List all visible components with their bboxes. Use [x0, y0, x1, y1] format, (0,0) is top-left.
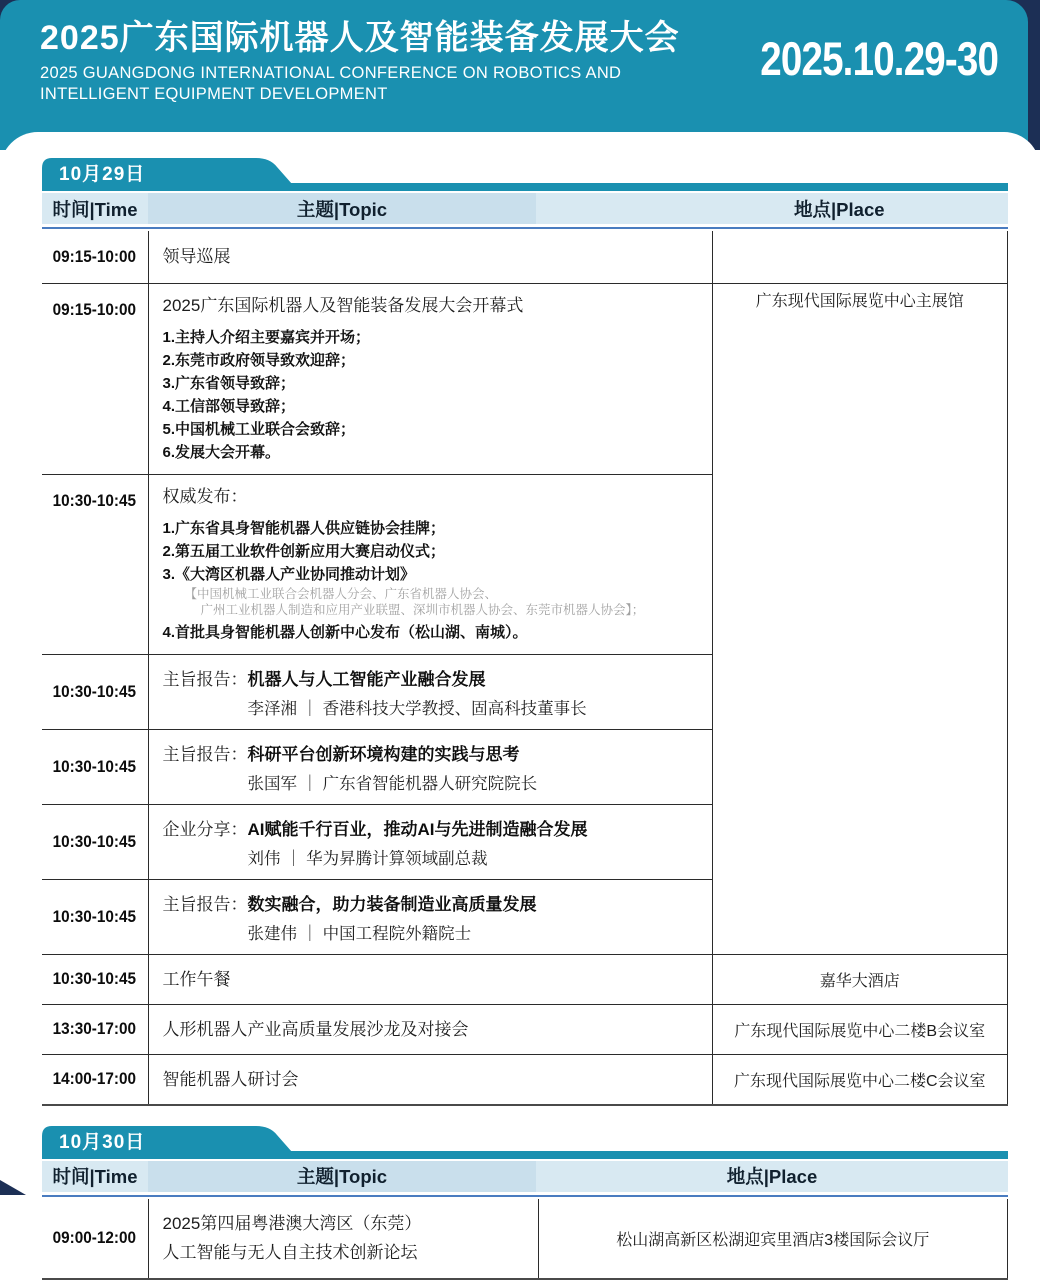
- topic-line: 工作午餐: [162, 969, 231, 989]
- topic-line: 人工智能与无人自主技术创新论坛: [162, 1243, 418, 1262]
- time-value: 10:30-10:45: [53, 969, 137, 988]
- time-value: 14:00-17:00: [53, 1069, 137, 1088]
- report-type-label: 企业分享：: [162, 819, 248, 839]
- table-row: [42, 1004, 1008, 1054]
- section-oct-29: [42, 158, 1008, 1106]
- section-tab-oct29: [42, 158, 312, 184]
- topic-line: 2025第四届粤港澳大湾区（东莞）: [162, 1214, 422, 1233]
- topic-line: 2025广东国际机器人及智能装备发展大会开幕式: [162, 295, 524, 315]
- report-type-label: 主旨报告：: [162, 744, 248, 764]
- time-cell: [42, 804, 148, 879]
- report-type-label: 主旨报告：: [162, 894, 248, 914]
- report-title: 科研平台创新环境构建的实践与思考: [247, 744, 520, 764]
- time-cell: [42, 231, 148, 283]
- topic-cell: [148, 231, 712, 283]
- place-cell: [712, 231, 1008, 283]
- place-cell: 广东现代国际展览中心二楼C会议室: [712, 1054, 1008, 1105]
- topic-report: [163, 815, 702, 869]
- place-cell: 嘉华大酒店: [712, 954, 1008, 1004]
- col-header-time: 时间|Time: [42, 193, 148, 224]
- topic-line: 1.广东省具身智能机器人供应链协会挂牌；: [162, 519, 446, 537]
- topic-report: [163, 890, 702, 944]
- topic-cell: [148, 283, 712, 474]
- place-cell: 广东现代国际展览中心二楼B会议室: [712, 1004, 1008, 1054]
- conference-subtitle: [40, 63, 708, 105]
- place-cell: 广东现代国际展览中心主展馆: [712, 283, 1008, 954]
- time-value: 10:30-10:45: [53, 490, 137, 510]
- time-cell: [42, 729, 148, 804]
- topic-line: 领导巡展: [162, 247, 231, 267]
- col-header-topic: 主题|Topic: [148, 1161, 536, 1192]
- table-row: [42, 1054, 1008, 1105]
- topic-line: 3.《大湾区机器人产业协同推动计划》: [162, 565, 416, 583]
- tab-label: 10月30日: [59, 1131, 146, 1153]
- time-value: 09:15-10:00: [53, 299, 137, 319]
- conference-title: 2025广东国际机器人及智能装备发展大会: [40, 19, 680, 57]
- topic-line: 2.第五届工业软件创新应用大赛启动仪式；: [162, 542, 446, 560]
- time-cell: [42, 1199, 148, 1279]
- col-header-time: 时间|Time: [42, 1161, 148, 1192]
- content-card: [0, 132, 1040, 1280]
- header-background: [0, 0, 1028, 150]
- time-cell: [42, 654, 148, 729]
- topic-line: 5.中国机械工业联合会致辞；: [162, 420, 356, 438]
- section-tab-oct30: [42, 1126, 312, 1152]
- time-cell: [42, 474, 148, 654]
- topic-cell: [148, 729, 712, 804]
- time-value: 10:30-10:45: [53, 906, 137, 926]
- place-cell: 松山湖高新区松湖迎宾里酒店3楼国际会议厅: [538, 1199, 1008, 1279]
- col-header-place: 地点|Place: [536, 1161, 1008, 1192]
- topic-report: [163, 665, 702, 719]
- topic-cell: [148, 654, 712, 729]
- time-value: 13:30-17:00: [53, 1019, 137, 1038]
- table-header-row: [42, 1161, 1008, 1192]
- topic-line: 权威发布：: [162, 486, 248, 506]
- time-value: 10:30-10:45: [53, 681, 137, 701]
- topic-cell: [148, 1054, 712, 1105]
- topic-line: 3.广东省领导致辞；: [162, 374, 296, 392]
- topic-cell: [148, 1004, 712, 1054]
- conference-dates: 2025.10.29-30: [760, 32, 998, 85]
- schedule-table-oct30: [42, 1199, 1008, 1280]
- time-value: 10:30-10:45: [53, 831, 137, 851]
- col-header-topic: 主题|Topic: [148, 193, 536, 224]
- topic-line: 智能机器人研讨会: [162, 1069, 299, 1089]
- section-divider-bar: [42, 183, 1008, 191]
- topic-line: 4.首批具身智能机器人创新中心发布（松山湖、南城）。: [162, 623, 528, 641]
- time-cell: [42, 283, 148, 474]
- topic-cell: [148, 1199, 538, 1279]
- topic-report: [163, 740, 702, 794]
- table-row: [42, 954, 1008, 1004]
- time-cell: [42, 879, 148, 954]
- table-row: [42, 231, 1008, 283]
- topic-line: 广州工业机器人制造和应用产业联盟、深圳市机器人协会、东莞市机器人协会】；: [200, 602, 645, 617]
- time-cell: [42, 1054, 148, 1105]
- page-header: [0, 0, 1040, 150]
- header-rule: [42, 1195, 1008, 1197]
- schedule-table-oct29: [42, 231, 1008, 1106]
- report-speaker: 张国军 ｜ 广东省智能机器人研究院院长: [247, 774, 538, 793]
- topic-line: 【中国机械工业联合会机器人分会、广东省机器人协会、: [184, 586, 498, 601]
- subtitle-line-2: INTELLIGENT EQUIPMENT DEVELOPMENT: [40, 85, 388, 103]
- report-title: AI赋能千行百业，推动AI与先进制造融合发展: [247, 819, 588, 839]
- time-value: 10:30-10:45: [53, 756, 137, 776]
- topic-cell: [148, 879, 712, 954]
- report-title: 机器人与人工智能产业融合发展: [247, 669, 486, 689]
- tab-label: 10月29日: [59, 164, 146, 185]
- table-header-row: [42, 193, 1008, 224]
- report-title: 数实融合，助力装备制造业高质量发展: [247, 894, 537, 914]
- section-divider-bar: [42, 1151, 1008, 1159]
- topic-cell: [148, 954, 712, 1004]
- report-type-label: 主旨报告：: [162, 669, 248, 689]
- header-rule: [42, 227, 1008, 229]
- table-row: [42, 283, 1008, 474]
- time-value: 09:15-10:00: [53, 246, 137, 266]
- topic-line: 6.发展大会开幕。: [162, 443, 281, 461]
- topic-line: 2.东莞市政府领导致欢迎辞；: [162, 351, 356, 369]
- time-cell: [42, 1004, 148, 1054]
- topic-line: 1.主持人介绍主要嘉宾并开场；: [162, 328, 371, 346]
- report-speaker: 李泽湘 ｜ 香港科技大学教授、固高科技董事长: [247, 699, 587, 718]
- section-oct-30: [42, 1126, 1008, 1280]
- topic-cell: [148, 804, 712, 879]
- subtitle-line-1: 2025 GUANGDONG INTERNATIONAL CONFERENCE ON ROBOTICS AND: [40, 64, 622, 82]
- report-speaker: 张建伟 ｜ 中国工程院外籍院士: [247, 924, 472, 943]
- time-cell: [42, 954, 148, 1004]
- report-speaker: 刘伟 ｜ 华为昇腾计算领域副总裁: [247, 849, 488, 868]
- table-row: [42, 1199, 1008, 1279]
- topic-cell: [148, 474, 712, 654]
- time-value: 09:00-12:00: [53, 1228, 137, 1247]
- topic-line: 4.工信部领导致辞；: [162, 397, 296, 415]
- topic-line: 人形机器人产业高质量发展沙龙及对接会: [162, 1019, 469, 1039]
- col-header-place: 地点|Place: [536, 193, 1008, 224]
